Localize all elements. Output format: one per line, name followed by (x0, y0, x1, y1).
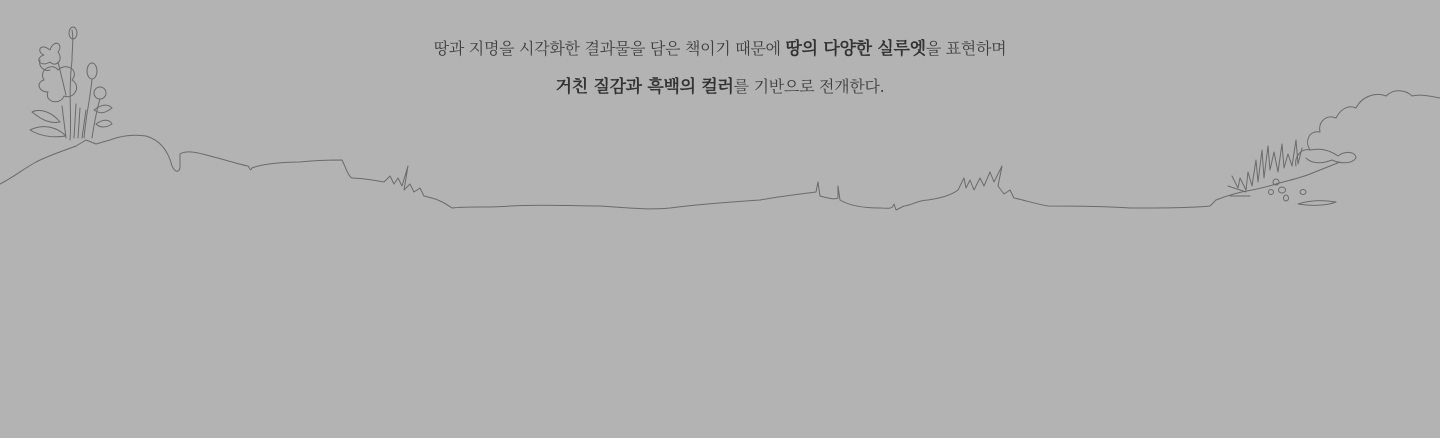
intro-line-2-tail: 를 기반으로 전개한다. (733, 77, 885, 96)
pebbles-icon (1269, 179, 1337, 205)
intro-text (0, 30, 1440, 106)
intro-line-1-tail: 을 표현하며 (925, 39, 1007, 58)
intro-line-1-emphasis: 땅의 다양한 실루엣 (785, 39, 926, 59)
intro-line-2 (0, 68, 1440, 106)
intro-line-2-emphasis: 거친 질감과 흑백의 컬러 (555, 77, 734, 97)
ground-line-icon (0, 135, 1340, 210)
intro-line-1-text: 땅과 지명을 시각화한 결과물을 담은 책이기 때문에 (433, 39, 786, 58)
intro-line-1 (0, 30, 1440, 68)
